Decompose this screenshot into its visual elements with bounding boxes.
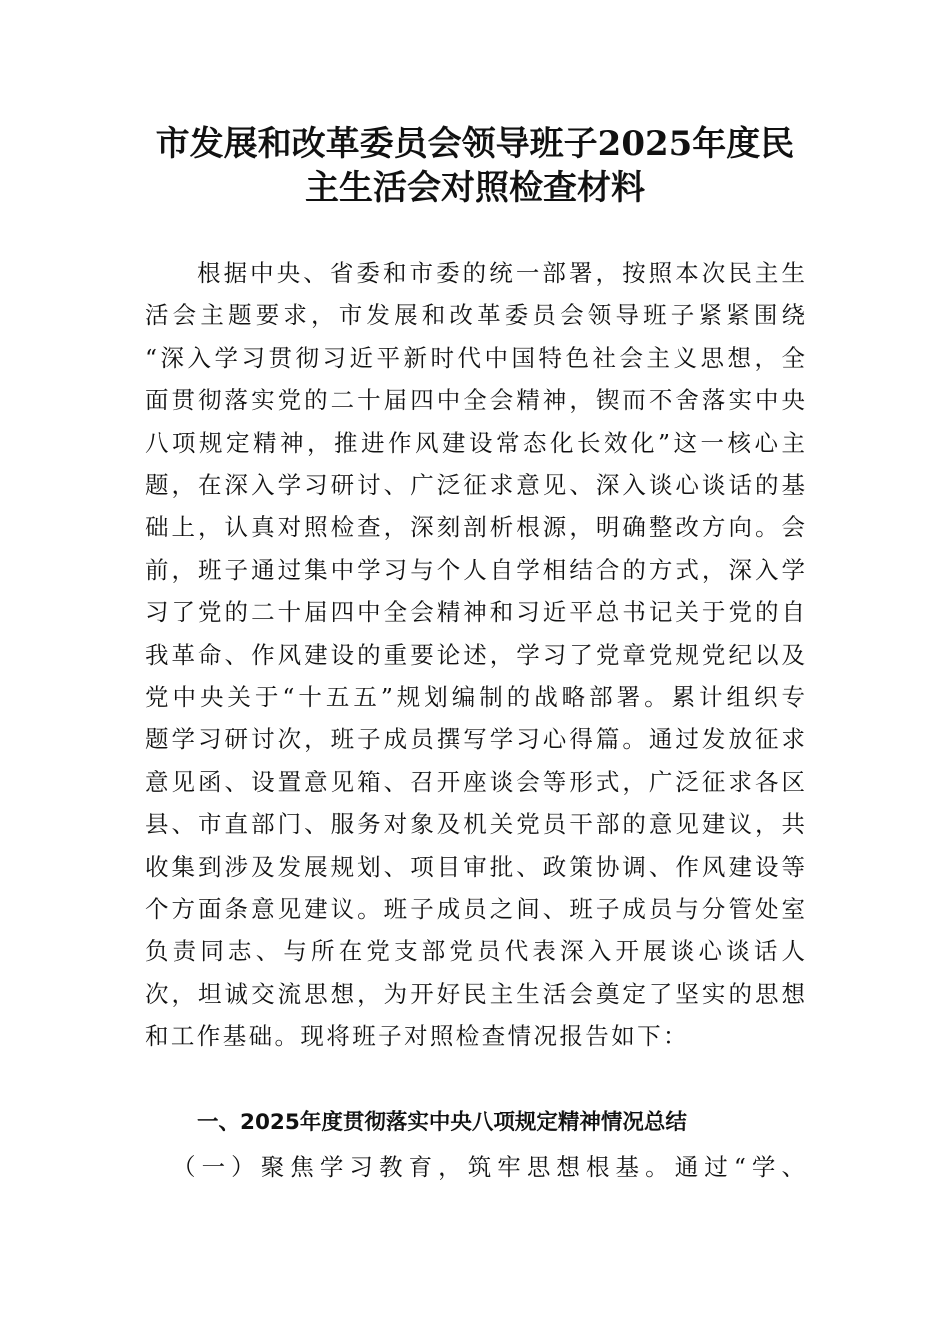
paragraph-line: 负责同志、与所在党支部党员代表深入开展谈心谈话人 bbox=[145, 937, 805, 966]
paragraph-line: “深入学习贯彻习近平新时代中国特色社会主义思想，全 bbox=[145, 343, 805, 372]
section-heading: 一、2025年度贯彻落实中央八项规定精神情况总结 bbox=[197, 1110, 687, 1135]
paragraph-line: 题，在深入学习研讨、广泛征求意见、深入谈心谈话的基 bbox=[145, 471, 805, 499]
document-title-line-1: 市发展和改革委员会领导班子2025年度民 bbox=[155, 124, 795, 164]
paragraph-line: 党中央关于“十五五”规划编制的战略部署。累计组织专 bbox=[145, 683, 805, 711]
paragraph-line: 意见函、设置意见箱、召开座谈会等形式，广泛征求各区 bbox=[145, 767, 805, 796]
paragraph-line: 础上，认真对照检查，深刻剖析根源，明确整改方向。会 bbox=[145, 513, 805, 542]
paragraph-line: 面贯彻落实党的二十届四中全会精神，锲而不舍落实中央 bbox=[145, 386, 805, 415]
paragraph-line: 活会主题要求，市发展和改革委员会领导班子紧紧围绕 bbox=[145, 301, 805, 330]
paragraph-line: 次，坦诚交流思想，为开好民主生活会奠定了坚实的思想 bbox=[145, 979, 805, 1008]
subsection-paragraph: （一）聚焦学习教育，筑牢思想根基。通过“学、 bbox=[172, 1153, 805, 1181]
paragraph-line: 县、市直部门、服务对象及机关党员干部的意见建议，共 bbox=[145, 810, 805, 839]
paragraph-line: 题学习研讨次，班子成员撰写学习心得篇。通过发放征求 bbox=[145, 725, 805, 754]
paragraph-line: 前，班子通过集中学习与个人自学相结合的方式，深入学 bbox=[145, 555, 805, 584]
paragraph-line: 个方面条意见建议。班子成员之间、班子成员与分管处室 bbox=[145, 895, 805, 923]
paragraph-line: 我革命、作风建设的重要论述，学习了党章党规党纪以及 bbox=[145, 640, 805, 669]
paragraph-line: 根据中央、省委和市委的统一部署，按照本次民主生 bbox=[197, 259, 805, 287]
paragraph-line: 收集到涉及发展规划、项目审批、政策协调、作风建设等 bbox=[145, 852, 805, 881]
document-title-line-2: 主生活会对照检查材料 bbox=[305, 168, 645, 208]
paragraph-line: 习了党的二十届四中全会精神和习近平总书记关于党的自 bbox=[145, 598, 805, 627]
paragraph-line: 和工作基础。现将班子对照检查情况报告如下： bbox=[145, 1022, 689, 1051]
paragraph-line: 八项规定精神，推进作风建设常态化长效化”这一核心主 bbox=[145, 428, 805, 457]
